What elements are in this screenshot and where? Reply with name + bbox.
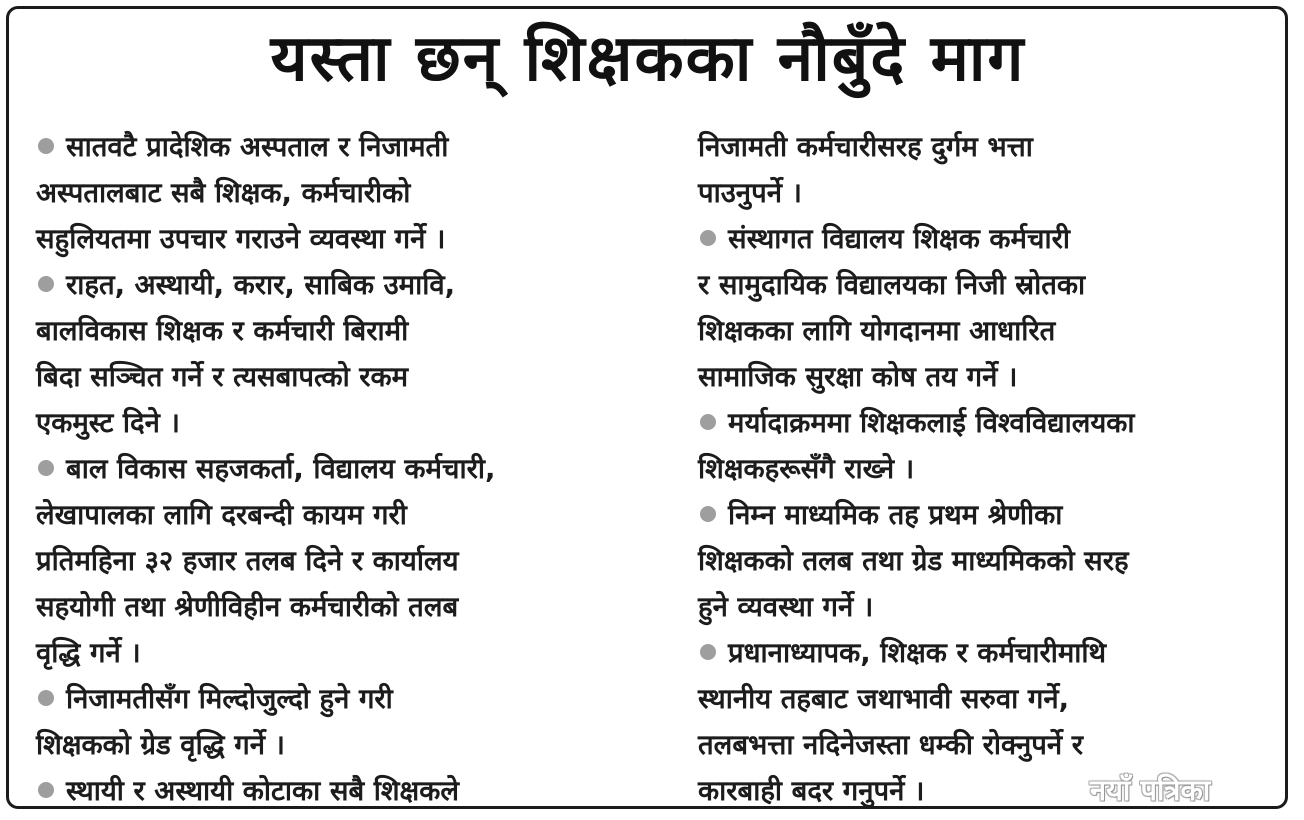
text-line <box>698 262 1273 308</box>
text-line <box>36 722 636 768</box>
text-line <box>36 492 636 538</box>
text-line-content: सातवटै प्रादेशिक अस्पताल र निजामती <box>66 131 449 163</box>
text-line-content: तलबभत्ता नदिनेजस्ता धम्की रोक्नुपर्ने र <box>698 729 1083 761</box>
text-line-content: शिक्षकको तलब तथा ग्रेड माध्यमिकको सरह <box>698 545 1129 577</box>
bullet-icon <box>700 506 716 522</box>
text-line-content: प्रतिमहिना ३२ हजार तलब दिने र कार्यालय <box>36 545 459 577</box>
text-line-content: बिदा सञ्चित गर्ने र त्यसबापत्को रकम <box>36 361 409 393</box>
text-line <box>698 170 1273 216</box>
text-line <box>36 768 636 814</box>
text-line <box>698 584 1273 630</box>
text-line-content: सहुलियतमा उपचार गराउने व्यवस्था गर्ने । <box>36 223 446 255</box>
text-line-content: लेखापालका लागि दरबन्दी कायम गरी <box>36 499 407 531</box>
bullet-icon <box>700 230 716 246</box>
text-line <box>36 538 636 584</box>
text-line-content: शिक्षकका लागि योगदानमा आधारित <box>698 315 1056 347</box>
right-column <box>698 124 1273 814</box>
text-line <box>698 354 1273 400</box>
text-line-content: एकमुस्ट दिने । <box>36 407 180 439</box>
text-line-content: कारबाही बदर गनुपर्ने । <box>698 775 925 807</box>
bullet-icon <box>38 460 54 476</box>
text-line <box>698 722 1273 768</box>
text-line-content: निजामती कर्मचारीसरह दुर्गम भत्ता <box>698 131 1033 163</box>
text-line <box>698 124 1273 170</box>
text-line-content: बाल विकास सहजकर्ता, विद्यालय कर्मचारी, <box>66 453 496 485</box>
text-line-content: राहत, अस्थायी, करार, साबिक उमावि, <box>66 269 456 301</box>
text-line-content: अस्पतालबाट सबै शिक्षक, कर्मचारीको <box>36 177 411 209</box>
text-line <box>698 676 1273 722</box>
left-column <box>36 124 636 814</box>
text-line-content: सहयोगी तथा श्रेणीविहीन कर्मचारीको तलब <box>36 591 459 623</box>
text-line <box>36 584 636 630</box>
text-line-content: पाउनुपर्ने । <box>698 177 802 209</box>
text-line-content: संस्थागत विद्यालय शिक्षक कर्मचारी <box>728 223 1070 255</box>
text-line-content: निम्न माध्यमिक तह प्रथम श्रेणीका <box>728 499 1063 531</box>
text-line <box>36 676 636 722</box>
text-line <box>36 216 636 262</box>
text-line-content: सामाजिक सुरक्षा कोष तय गर्ने । <box>698 361 1018 393</box>
bullet-icon <box>38 782 54 798</box>
text-line-content: शिक्षकको ग्रेड वृद्धि गर्ने । <box>36 729 285 761</box>
text-line <box>36 170 636 216</box>
text-line <box>698 216 1273 262</box>
text-line-content: वृद्धि गर्ने । <box>36 637 141 669</box>
text-line-content: हुने व्यवस्था गर्ने । <box>698 591 874 623</box>
bullet-icon <box>38 690 54 706</box>
text-line <box>698 446 1273 492</box>
bullet-icon <box>700 414 716 430</box>
text-line <box>698 308 1273 354</box>
text-line <box>36 630 636 676</box>
text-line-content: स्थानीय तहबाट जथाभावी सरुवा गर्ने, <box>698 683 1070 715</box>
text-line <box>698 400 1273 446</box>
text-line-content: प्रधानाध्यापक, शिक्षक र कर्मचारीमाथि <box>728 637 1107 669</box>
text-line-content: मर्यादाक्रममा शिक्षकलाई विश्वविद्यालयका <box>728 407 1135 439</box>
text-line-content: र सामुदायिक विद्यालयका निजी स्रोतका <box>698 269 1086 301</box>
text-line <box>36 262 636 308</box>
bullet-icon <box>700 644 716 660</box>
text-line <box>36 308 636 354</box>
text-line <box>698 538 1273 584</box>
bullet-icon <box>38 276 54 292</box>
text-line-content: निजामतीसँग मिल्दोजुल्दो हुने गरी <box>66 683 393 715</box>
text-line <box>36 400 636 446</box>
headline: यस्ता छन् शिक्षकका नौबुँदे माग <box>270 22 1026 96</box>
text-line <box>36 124 636 170</box>
text-line <box>36 446 636 492</box>
publisher-watermark: नयाँ पत्रिका <box>1090 773 1211 807</box>
text-line <box>698 492 1273 538</box>
text-line <box>698 630 1273 676</box>
text-line-content: स्थायी र अस्थायी कोटाका सबै शिक्षकले <box>66 775 460 807</box>
text-line <box>36 354 636 400</box>
text-line-content: शिक्षकहरूसँगै राख्ने । <box>698 453 915 485</box>
bullet-icon <box>38 138 54 154</box>
text-line-content: बालविकास शिक्षक र कर्मचारी बिरामी <box>36 315 409 347</box>
